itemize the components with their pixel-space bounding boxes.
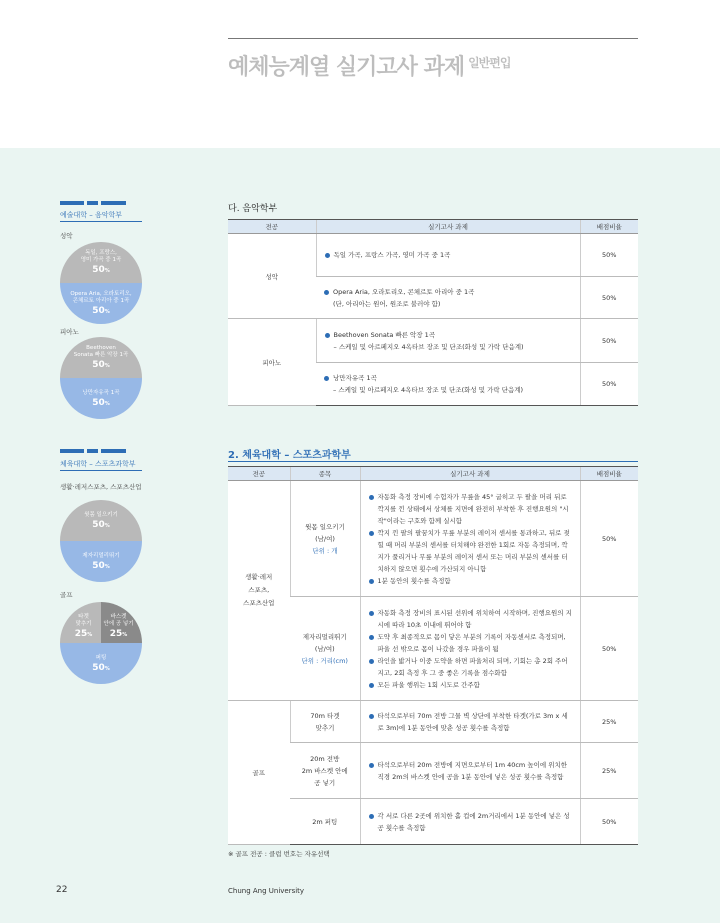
major-cell: 생활·레저 스포츠, 스포츠산업 [228, 481, 290, 701]
sidebar-group-label: 피아노 [60, 328, 79, 336]
task-cell: Opera Aria, 오라토리오, 콘체르토 아리아 중 1곡 (단, 아리아는 원어, 원조로 불러야 함) [316, 277, 580, 319]
column-header: 실기고사 과제 [360, 467, 580, 481]
pie-chart-piano [60, 337, 142, 419]
table-header-row [228, 467, 638, 481]
page-subtitle: 일반편입 [468, 56, 511, 70]
table-row [228, 743, 638, 799]
pie-slice: 바스켓 안에 공 넣기 25% [101, 602, 142, 643]
column-header: 전공 [228, 220, 316, 234]
pie-slice: 윗몸 일으키기 50% [60, 500, 142, 541]
table-row [228, 597, 638, 701]
sidebar-deco-bars [60, 201, 126, 205]
task-cell: Beethoven Sonata 빠른 악장 1곡 – 스케일 및 아르페지오 4옥타브 장조 및 단조(화성 및 가락 단음계) [316, 319, 580, 363]
column-header: 실기고사 과제 [316, 220, 580, 234]
task-cell: 독일 가곡, 프랑스 가곡, 영미 가곡 중 1곡 [316, 234, 580, 277]
column-header: 전공 [228, 467, 290, 481]
sports-table [228, 466, 638, 845]
pie-slice: Beethoven Sonata 빠른 악장 1곡 50% [60, 337, 142, 378]
sidebar-rule [60, 470, 142, 471]
event-cell: 2m 퍼팅 [290, 799, 360, 845]
table-row [228, 234, 638, 277]
table-row [228, 481, 638, 597]
sidebar-heading-sports: 체육대학 – 스포츠과학부 [60, 460, 136, 468]
table-header-row [228, 220, 638, 234]
sidebar-deco-bars [60, 449, 126, 453]
task-cell: 타석으로부터 70m 전방 그물 벽 상단에 부착한 타겟(가로 3m x 세로 3m)에 1분 동안에 맞춘 성공 횟수를 측정함 [360, 701, 580, 743]
score-cell: 50% [580, 234, 638, 277]
score-cell: 50% [580, 799, 638, 845]
music-table [228, 219, 638, 406]
pie-slice: 타겟 맞추기 25% [60, 602, 101, 643]
column-header: 배점비율 [580, 220, 638, 234]
header-rule [228, 38, 638, 39]
task-cell: 자동화 측정 장비의 표시된 선위에 위치하여 시작하며, 진행요원의 지시에 따라 10초 이내에 뛰어야 함 도약 후 최종적으로 몸이 닿은 부분의 기록이 자동센서로 측정되며, 파울 선 밖으로 몸이 나갔을 경우 파울이 됨 라인을 밟거나 이중 도약을 하면 파울처리 되며, 기회는 총 2회 주어지고, 2회 측정 후 그 중 좋은 기록을 점수화함 모든 파울 행위는 1회 시도로 간주함 [360, 597, 580, 701]
event-cell: 제자리멀리뛰기 (남/여) 단위 : 거리(cm) [290, 597, 360, 701]
pie-slice: 퍼팅 50% [60, 643, 142, 684]
column-header: 배점비율 [580, 467, 638, 481]
sports-section-title: 2. 체육대학 – 스포츠과학부 [228, 450, 351, 461]
pie-slice: Opera Aria, 오라토리오, 콘체르토 아리아 중 1곡 50% [60, 283, 142, 324]
task-cell: 각 서로 다른 2곳에 위치한 홀 컵에 2m거리에서 1분 동안에 넣은 성공 횟수를 측정함 [360, 799, 580, 845]
footnote: ※ 골프 전공 : 클럽 번호는 자유선택 [228, 850, 330, 858]
sidebar-group-label: 성악 [60, 232, 73, 240]
sidebar-group-label: 골프 [60, 591, 73, 599]
sidebar-heading-music: 예술대학 – 음악학부 [60, 211, 123, 219]
event-cell: 70m 타겟 맞추기 [290, 701, 360, 743]
score-cell: 50% [580, 277, 638, 319]
page-header [0, 0, 720, 148]
event-cell: 윗몸 일으키기 (남/여) 단위 : 개 [290, 481, 360, 597]
pie-chart-leisure [60, 500, 142, 582]
major-cell: 성악 [228, 234, 316, 319]
event-cell: 20m 전방 2m 바스켓 안에 공 넣기 [290, 743, 360, 799]
music-section-title: 다. 음악학부 [228, 204, 278, 214]
pie-slice: 독일, 프랑스, 영미 가곡 중 1곡 50% [60, 242, 142, 283]
task-cell: 타석으로부터 20m 전방에 지면으로부터 1m 40cm 높이에 위치한 직경 2m의 바스켓 안에 공을 1분 동안에 넣은 성공 횟수를 측정함 [360, 743, 580, 799]
score-cell: 50% [580, 363, 638, 406]
score-cell: 50% [580, 597, 638, 701]
pie-slice: 낭만자유곡 1곡 50% [60, 378, 142, 419]
university-name: Chung Ang University [228, 887, 305, 895]
major-cell: 골프 [228, 701, 290, 845]
major-cell: 피아노 [228, 319, 316, 406]
pie-slice: 제자리멀리뛰기 50% [60, 541, 142, 582]
table-row [228, 701, 638, 743]
score-cell: 50% [580, 481, 638, 597]
sidebar-group-label: 생활·레저스포츠, 스포츠산업 [60, 483, 142, 491]
column-header: 종목 [290, 467, 360, 481]
page-number: 22 [56, 885, 68, 895]
table-row [228, 799, 638, 845]
task-cell: 자동화 측정 장비에 수험자가 무릎을 45° 굽히고 두 팔을 머리 뒤로 깍지를 낀 상태에서 상체를 지면에 완전히 부착한 후 진행요원의 "시작"이라는 구호와 함께 실시함 깍지 낀 팔의 팔꿈치가 무릎 부분의 레이저 센서를 통과하고, 뒤로 젖힐 때 머리 부분의 센서를 터치해야 완전한 1회로 자동 측정되며, 깍지가 풀리거나 무릎 부분의 레이저 센서 또는 머리 부분의 센서를 터치하지 않으면 횟수에 가산되지 아니함 1분 동안의 횟수를 측정함 [360, 481, 580, 597]
sports-section-rule [228, 461, 638, 462]
pie-chart-golf [60, 602, 142, 684]
score-cell: 25% [580, 701, 638, 743]
pie-chart-vocal [60, 242, 142, 324]
page-title: 예체능계열 실기고사 과제 $^{일반편입}$ [228, 55, 511, 80]
score-cell: 25% [580, 743, 638, 799]
score-cell: 50% [580, 319, 638, 363]
table-row [228, 319, 638, 363]
task-cell: 낭만자유곡 1곡 – 스케일 및 아르페지오 4옥타브 장조 및 단조(화성 및 가락 단음계) [316, 363, 580, 406]
sidebar-rule [60, 221, 142, 222]
